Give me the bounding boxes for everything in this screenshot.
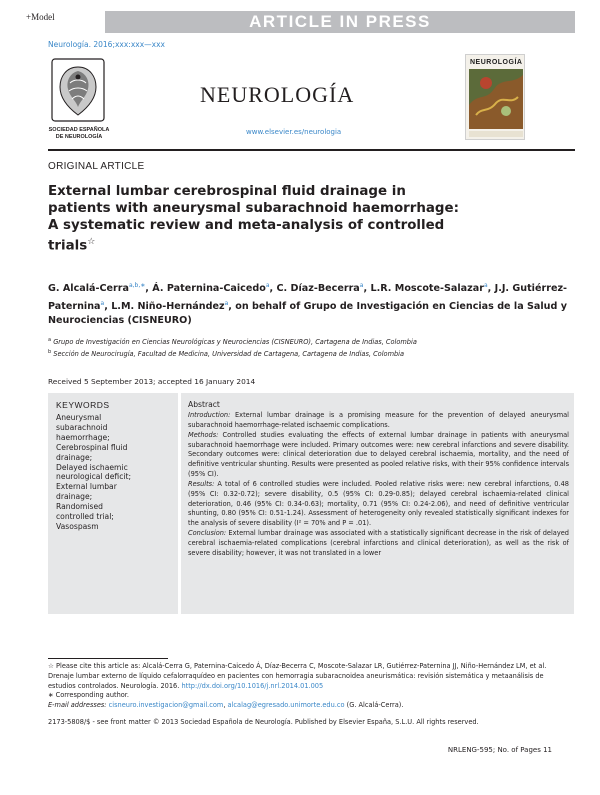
affiliation-text: Grupo de Investigación en Ciencias Neurológicas y Neurociencias (CISNEURO), Cartagena de Indias, Colombia bbox=[53, 338, 417, 347]
author-name: L.R. Moscote-Salazar bbox=[370, 283, 484, 295]
email-addresses bbox=[48, 701, 568, 711]
section-label: ORIGINAL ARTICLE bbox=[48, 161, 145, 172]
author-separator: , bbox=[269, 283, 277, 295]
author-separator: , bbox=[487, 283, 495, 295]
affiliation-text: Sección de Neurocirugía, Facultad de Medicina, Universidad de Cartagena, Cartagena de Indias, Colombia bbox=[53, 350, 405, 359]
author-name: C. Díaz-Becerra bbox=[276, 283, 360, 295]
header-divider bbox=[48, 149, 575, 151]
society-name-line1: SOCIEDAD ESPAÑOLA bbox=[48, 127, 110, 133]
keywords-box bbox=[48, 393, 178, 614]
abstract-paragraph-methods bbox=[188, 431, 569, 480]
author-affiliation-mark[interactable]: a bbox=[359, 282, 364, 289]
society-name-line2: DE NEUROLOGÍA bbox=[55, 134, 103, 140]
email-suffix: (G. Alcalá-Cerra). bbox=[344, 701, 404, 710]
abstract-heading: Results: bbox=[188, 479, 215, 488]
abstract-body: A total of 6 controlled studies were included. Pooled relative risks were: new cerebral infarctions, 0.48 (95% CI: 0.32-0.72); severe disability, 0.5 (95% CI: 0.29-0.85); delayed cerebral ischaemia-related clinical deterioration, 0.46 (95% CI: 0.34-0.63); mortality, 0.71 (95% CI: 0.24-2.06), and need of definitive ventricular shunting, 0.80 (95% CI: 0.51-1.24). Assessment of heterogeneity only revealed statistically significant indexes for the analysis of severe disability (I² = 70% and P = .01). bbox=[188, 479, 569, 528]
doi-link[interactable]: http://dx.doi.org/10.1016/j.nrl.2014.01.005 bbox=[181, 681, 324, 690]
abstract-heading: Conclusion: bbox=[188, 529, 227, 538]
title-line: External lumbar cerebrospinal fluid drainage in bbox=[48, 184, 406, 199]
journal-title: NEUROLOGÍA bbox=[200, 82, 355, 107]
society-name bbox=[44, 127, 114, 141]
title-line bbox=[48, 234, 488, 254]
author-group: , on behalf of Grupo de Investigación en Ciencias de la Salud y Neurociencias (CISNEURO) bbox=[48, 300, 567, 327]
author-affiliation-mark[interactable]: a bbox=[224, 299, 229, 307]
affiliation-item bbox=[48, 337, 568, 346]
author-separator: , bbox=[363, 283, 371, 295]
footnotes bbox=[48, 662, 568, 711]
keywords-list bbox=[56, 413, 178, 532]
author-separator: , bbox=[145, 283, 153, 295]
abstract-heading: Introduction: bbox=[188, 411, 231, 419]
affiliation-mark: a bbox=[48, 337, 52, 343]
keyword-line: Delayed ischaemic bbox=[56, 462, 128, 472]
keyword-line: Randomised bbox=[56, 502, 103, 512]
abstract-paragraph-conclusion bbox=[188, 529, 569, 559]
title-line: A systematic review and meta-analysis of controlled bbox=[48, 218, 445, 233]
keyword-line: drainage; bbox=[56, 452, 93, 462]
keyword-line: controlled trial; bbox=[56, 512, 114, 522]
title-last-word: trials bbox=[48, 238, 88, 254]
title-footnote-star[interactable]: ☆ bbox=[87, 237, 96, 247]
keyword-line: Vasospasm bbox=[56, 521, 99, 531]
keywords-title: KEYWORDS bbox=[56, 400, 110, 410]
author-list bbox=[48, 279, 568, 329]
abstract-heading: Methods: bbox=[188, 430, 219, 439]
author-name: J.J. Gutiérrez-Paternina bbox=[48, 283, 568, 312]
author-separator: , bbox=[104, 300, 112, 312]
email-link-1[interactable]: cisneuro.investigacion@gmail.com bbox=[108, 701, 224, 710]
abstract-body: Controlled studies evaluating the effects of external lumbar drainage in patients with aneurysmal subarachnoid haemorrhage were included. Primary outcomes were: new cerebral infarctions and severe disability. Secondary outcomes were: clinical deterioration due to delayed cerebral ischaemia, mortality, and the need of definitive ventricular shunting. Results were presented as pooled relative risks, with their 95% confidence intervals (95% CI). bbox=[188, 430, 569, 479]
email-separator: , bbox=[223, 701, 228, 710]
cite-as-text: ☆ Please cite this article as: Alcalá-Cerra G, Paternina-Caicedo Á, Díaz-Becerra C, Moscote-Salazar LR, Gutiérrez-Paternina JJ, Niño-Hernández LM, et al. Drenaje lumbar externo de líquido cefalorraquídeo en pacientes con hemorragia subaracnoidea aneurismática: revisión sistemática y metaanálisis de estudios controlados. Neurología. 2016. bbox=[48, 662, 547, 690]
footnote-divider bbox=[48, 658, 168, 659]
abstract-body: External lumbar drainage was associated with a statistically significant decrease in the risk of delayed cerebral ischaemia-related complications (cerebral infarctions and clinical deterioration), as well as the risk of severe disability; however, it was not translated in a lower bbox=[188, 529, 569, 557]
author-name: Á. Paternina-Caicedo bbox=[152, 283, 266, 295]
received-dates: Received 5 September 2013; accepted 16 January 2014 bbox=[48, 377, 256, 386]
title-line: patients with aneurysmal subarachnoid haemorrhage: bbox=[48, 201, 459, 216]
author-affiliation-mark[interactable]: a bbox=[100, 299, 105, 307]
issn-copyright: 2173-5808/$ - see front matter © 2013 Sociedad Española de Neurología. Published by Elsevier España, S.L.U. All rights reserved. bbox=[48, 718, 479, 726]
cover-title: NEUROLOGÍA bbox=[470, 59, 523, 66]
keyword-line: External lumbar bbox=[56, 482, 117, 492]
author-name: G. Alcalá-Cerra bbox=[48, 283, 129, 295]
keyword-line: Aneurysmal bbox=[56, 413, 102, 422]
author-affiliation-mark[interactable]: a bbox=[483, 282, 488, 289]
email-label: E-mail addresses: bbox=[48, 701, 109, 710]
model-tag: +Model bbox=[26, 12, 55, 22]
abstract-title: Abstract bbox=[188, 400, 220, 409]
abstract-paragraph-results bbox=[188, 480, 569, 529]
author-affiliation-mark[interactable]: a bbox=[265, 282, 270, 289]
keyword-line: neurological deficit; bbox=[56, 472, 132, 482]
citation-line: Neurología. 2016;xxx:xxx—xxx bbox=[48, 40, 165, 49]
journal-url-link[interactable]: www.elsevier.es/neurologia bbox=[246, 128, 342, 136]
keyword-line: Cerebrospinal fluid bbox=[56, 442, 128, 452]
cite-as-footnote bbox=[48, 662, 568, 691]
abstract-text bbox=[188, 411, 569, 559]
keyword-line: drainage; bbox=[56, 492, 93, 502]
society-logo-emblem-icon bbox=[48, 55, 108, 127]
abstract-box bbox=[181, 393, 574, 614]
article-in-press-banner: ARTICLE IN PRESS bbox=[105, 11, 575, 33]
affiliation-mark: b bbox=[48, 349, 52, 355]
author-affiliation-mark[interactable]: a,b,∗ bbox=[128, 282, 146, 289]
journal-cover-image bbox=[465, 54, 525, 140]
abstract-paragraph-introduction bbox=[188, 411, 569, 431]
abstract-body: External lumbar drainage is a promising measure for the prevention of delayed aneurysmal subarachnoid haemorrhage-related ischaemic complications. bbox=[188, 411, 569, 429]
corresponding-author-note: ∗ Corresponding author. bbox=[48, 691, 130, 700]
author-name: L.M. Niño-Hernández bbox=[111, 300, 225, 312]
email-link-2[interactable]: alcalag@egresado.unimorte.edu.co bbox=[227, 701, 345, 710]
keyword-line: haemorrhage; bbox=[56, 432, 110, 442]
article-title bbox=[48, 183, 488, 254]
page-reference: NRLENG-595; No. of Pages 11 bbox=[447, 746, 552, 754]
cover-art-icon bbox=[466, 55, 525, 140]
keyword-line: subarachnoid bbox=[56, 422, 108, 432]
affiliation-item bbox=[48, 349, 568, 358]
